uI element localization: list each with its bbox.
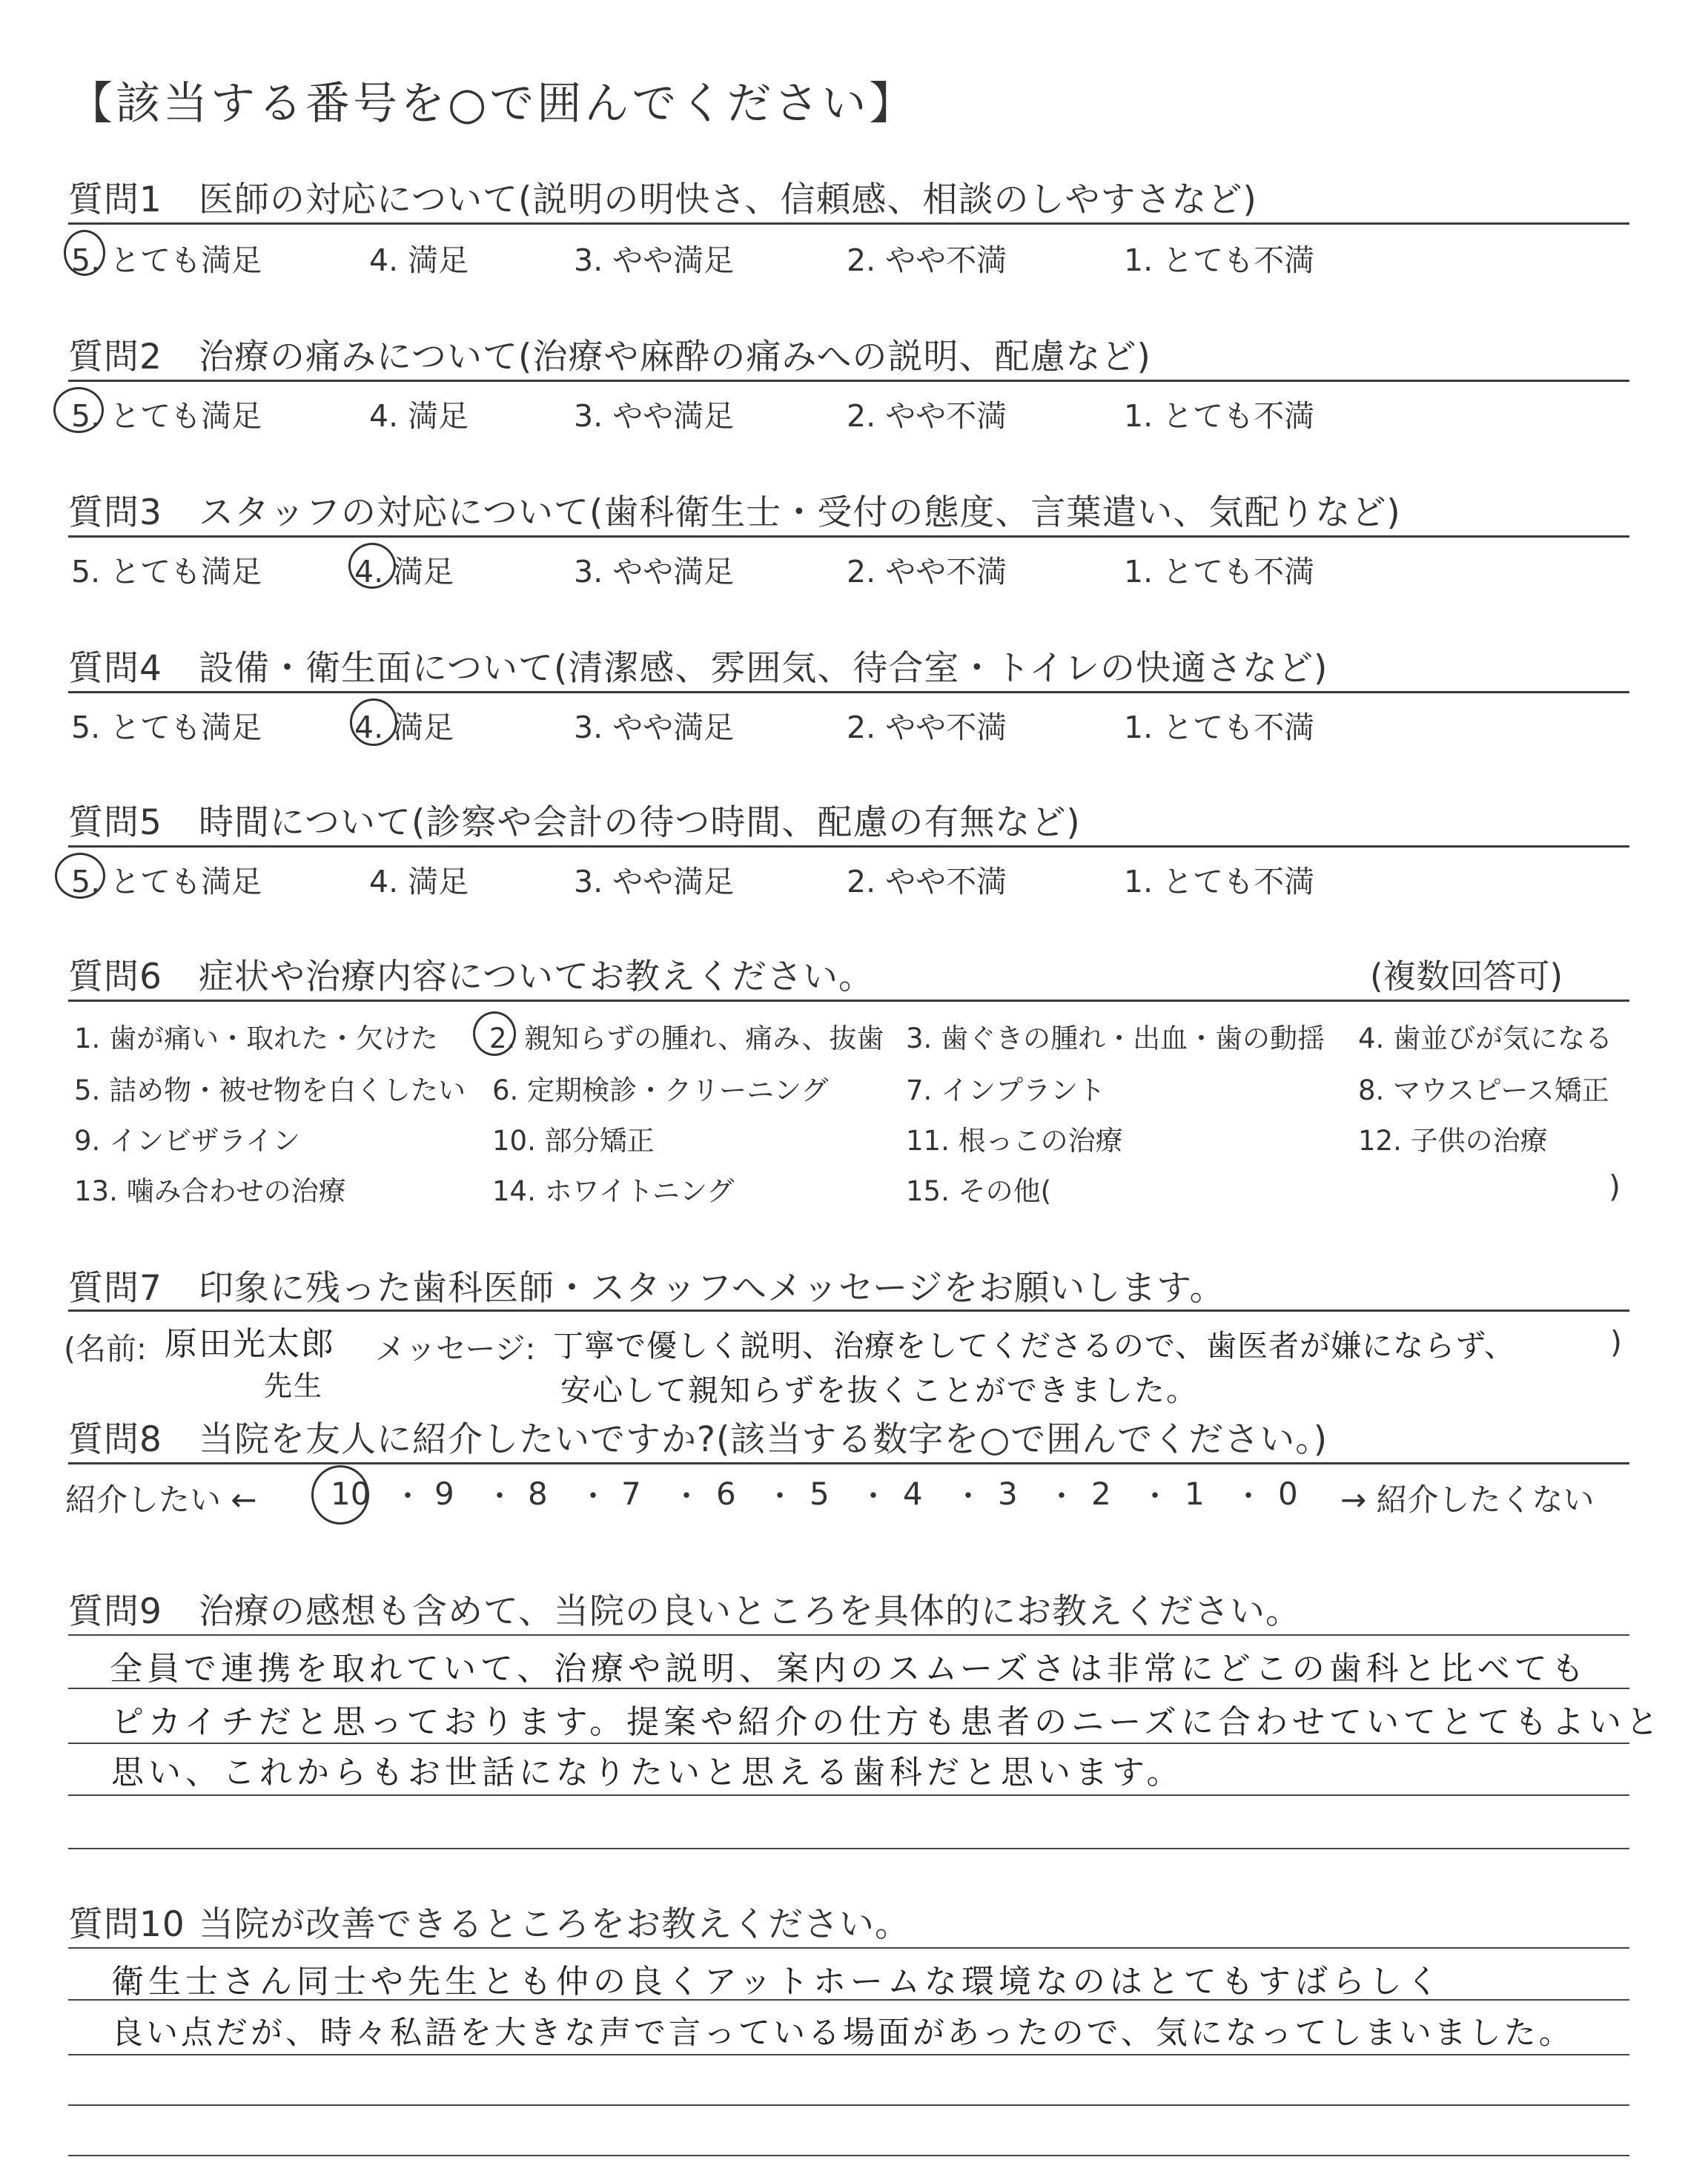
- q6-option-11[interactable]: 11. 根っこの治療: [906, 1125, 1123, 1157]
- q2-option-2[interactable]: 2. やや不満: [847, 398, 1007, 434]
- scale-separator: ・: [1140, 1479, 1170, 1513]
- question-text: 症状や治療内容についてお教えください。: [199, 957, 875, 997]
- scale-separator: ・: [1047, 1479, 1076, 1513]
- q4-option-4[interactable]: 4. 満足: [354, 710, 454, 745]
- scale-separator: ・: [953, 1479, 983, 1513]
- answer-line: [68, 2104, 1629, 2106]
- answer-line: [68, 1947, 1629, 1949]
- answer-line: [68, 1634, 1629, 1636]
- recommend-left-label: 紹介したい ←: [65, 1482, 257, 1518]
- scale-5[interactable]: 5: [810, 1476, 830, 1512]
- selection-circle: [473, 1011, 516, 1056]
- selection-circle: [55, 853, 105, 899]
- question-number: 質問6: [68, 957, 162, 997]
- answer-line: [68, 2054, 1629, 2055]
- question-text: 治療の感想も含めて、当院の良いところを具体的にお教えください。: [199, 1591, 1302, 1632]
- selection-circle: [53, 387, 104, 433]
- q1-option-3[interactable]: 3. やや満足: [574, 242, 735, 278]
- question-9: [68, 1584, 1301, 1634]
- question-text: スタッフの対応について(歯科衛生士・受付の態度、言葉遣い、気配りなど): [199, 492, 1401, 533]
- question-number: 質問3: [68, 492, 162, 533]
- q5-option-2[interactable]: 2. やや不満: [847, 864, 1007, 899]
- q5-option-4[interactable]: 4. 満足: [369, 864, 469, 899]
- scale-1[interactable]: 1: [1185, 1476, 1205, 1512]
- scale-separator: ・: [485, 1479, 514, 1513]
- handwritten-name-suffix: 先生: [264, 1370, 324, 1402]
- q4-option-3[interactable]: 3. やや満足: [574, 710, 735, 745]
- scale-4[interactable]: 4: [903, 1476, 923, 1512]
- question-3: [68, 485, 1401, 535]
- q6-option-1[interactable]: 1. 歯が痛い・取れた・欠けた: [74, 1023, 439, 1054]
- q2-option-5[interactable]: 5. とても満足: [71, 398, 262, 434]
- q6-option-9[interactable]: 9. インビザライン: [74, 1125, 300, 1157]
- selection-circle: [64, 230, 105, 276]
- question-text: 治療の痛みについて(治療や麻酔の痛みへの説明、配慮など): [199, 337, 1151, 377]
- question-number: 質問7: [68, 1268, 162, 1309]
- question-text: 設備・衛生面について(清潔感、雰囲気、待合室・トイレの快適さなど): [199, 648, 1328, 689]
- q5-option-1[interactable]: 1. とても不満: [1124, 864, 1315, 899]
- q6-option-14[interactable]: 14. ホワイトニング: [492, 1175, 735, 1207]
- handwritten-message-line-2[interactable]: 安心して親知らずを抜くことができました。: [560, 1373, 1198, 1408]
- answer-line: [68, 1743, 1629, 1744]
- selection-circle: [350, 698, 397, 746]
- message-close-paren: ): [1610, 1324, 1622, 1360]
- q4-option-5[interactable]: 5. とても満足: [71, 710, 262, 745]
- handwritten-answer-line-2[interactable]: 良い点だが、時々私語を大きな声で言っている場面があったので、気になってしまいました。: [111, 2015, 1574, 2052]
- question-divider: [68, 222, 1629, 225]
- q6-option-15[interactable]: 15. その他(: [906, 1175, 1052, 1207]
- answer-line: [68, 1999, 1629, 2001]
- q1-option-5[interactable]: 5. とても満足: [71, 242, 262, 278]
- scale-8[interactable]: 8: [528, 1476, 548, 1512]
- q6-option-3[interactable]: 3. 歯ぐきの腫れ・出血・歯の動揺: [906, 1023, 1325, 1054]
- selection-circle: [348, 543, 396, 589]
- question-divider: [68, 1309, 1629, 1312]
- scale-7[interactable]: 7: [621, 1476, 641, 1512]
- question-number: 質問8: [68, 1419, 162, 1460]
- question-text: 当院を友人に紹介したいですか?(該当する数字を○で囲んでください。): [199, 1419, 1328, 1460]
- q6-option-7[interactable]: 7. インプラント: [906, 1074, 1106, 1106]
- question-7: [68, 1261, 1225, 1310]
- question-number: 質問4: [68, 648, 162, 689]
- q6-option-13[interactable]: 13. 噛み合わせの治療: [74, 1175, 346, 1207]
- q3-option-4[interactable]: 4. 満足: [354, 554, 454, 589]
- question-number: 質問2: [68, 337, 162, 377]
- scale-9[interactable]: 9: [434, 1476, 454, 1512]
- question-number: 質問1: [68, 179, 162, 220]
- q6-option-5[interactable]: 5. 詰め物・被せ物を白くしたい: [74, 1074, 466, 1106]
- q6-option-4[interactable]: 4. 歯並びが気になる: [1358, 1023, 1613, 1054]
- message-label: メッセージ:: [375, 1331, 536, 1367]
- handwritten-answer-line-3[interactable]: 思い、これからもお世話になりたいと思える歯科だと思います。: [111, 1754, 1184, 1791]
- handwritten-answer-line-2[interactable]: ピカイチだと思っております。提案や紹介の仕方も患者のニーズに合わせていてとてもよいと: [111, 1703, 1663, 1741]
- handwritten-answer-line-1[interactable]: 全員で連携を取れていて、治療や説明、案内のスムーズさは非常にどこの歯科と比べても: [110, 1650, 1589, 1688]
- q1-option-4[interactable]: 4. 満足: [369, 242, 469, 278]
- scale-separator: ・: [393, 1479, 423, 1513]
- q6-option-6[interactable]: 6. 定期検診・クリーニング: [492, 1074, 829, 1106]
- q6-option-12[interactable]: 12. 子供の治療: [1358, 1125, 1548, 1157]
- q3-option-2[interactable]: 2. やや不満: [847, 554, 1007, 589]
- handwritten-message-line-1[interactable]: 丁寧で優しく説明、治療をしてくださるので、歯医者が嫌にならず、: [553, 1328, 1515, 1364]
- selection-circle: [311, 1465, 369, 1525]
- answer-line: [68, 2155, 1629, 2156]
- q2-option-3[interactable]: 3. やや満足: [574, 398, 735, 434]
- answer-line: [68, 1794, 1629, 1796]
- handwritten-name: 原田光太郎: [165, 1325, 335, 1363]
- q3-option-5[interactable]: 5. とても満足: [71, 554, 262, 589]
- name-label: (名前:: [64, 1331, 147, 1367]
- scale-separator: ・: [672, 1479, 701, 1513]
- question-text: 印象に残った歯科医師・スタッフへメッセージをお願いします。: [199, 1268, 1225, 1309]
- q6-option-2[interactable]: 2. 親知らずの腫れ、痛み、抜歯: [489, 1023, 884, 1054]
- q5-option-5[interactable]: 5. とても満足: [71, 864, 262, 899]
- question-text: 医師の対応について(説明の明快さ、信頼感、相談のしやすさなど): [199, 179, 1257, 220]
- question-10: [68, 1897, 910, 1946]
- q1-option-2[interactable]: 2. やや不満: [847, 242, 1007, 278]
- q6-option-8[interactable]: 8. マウスピース矯正: [1358, 1074, 1609, 1106]
- q5-option-3[interactable]: 3. やや満足: [574, 864, 735, 899]
- q2-option-1[interactable]: 1. とても不満: [1124, 398, 1315, 434]
- question-4: [68, 641, 1328, 690]
- question-number: 質問10: [68, 1904, 185, 1945]
- scale-0[interactable]: 0: [1278, 1476, 1298, 1512]
- scale-separator: ・: [578, 1479, 608, 1513]
- q6-option-10[interactable]: 10. 部分矯正: [492, 1125, 655, 1157]
- scale-2[interactable]: 2: [1091, 1476, 1111, 1512]
- question-number: 質問5: [68, 802, 162, 843]
- question-divider: [68, 535, 1629, 538]
- question-divider: [68, 380, 1629, 382]
- question-6: [68, 949, 874, 999]
- q2-option-4[interactable]: 4. 満足: [369, 398, 469, 434]
- handwritten-answer-line-1[interactable]: 衛生士さん同士や先生とも仲の良くアットホームな環境なのはとてもすばらしく: [111, 1963, 1443, 2001]
- question-text: 当院が改善できるところをお教えください。: [199, 1904, 910, 1945]
- other-close-paren: ): [1609, 1169, 1621, 1204]
- q1-option-1[interactable]: 1. とても不満: [1124, 242, 1315, 278]
- scale-separator: ・: [765, 1479, 795, 1513]
- answer-line: [68, 1688, 1629, 1689]
- scale-3[interactable]: 3: [998, 1476, 1018, 1512]
- question-divider: [68, 1462, 1629, 1464]
- question-number: 質問9: [68, 1591, 162, 1632]
- multiple-answers-note: (複数回答可): [1370, 957, 1563, 996]
- question-divider: [68, 845, 1629, 848]
- scale-separator: ・: [1234, 1479, 1263, 1513]
- question-divider: [68, 1000, 1629, 1002]
- q3-option-1[interactable]: 1. とても不満: [1124, 554, 1315, 589]
- question-8: [68, 1412, 1328, 1462]
- scale-6[interactable]: 6: [716, 1476, 736, 1512]
- question-2: [68, 329, 1151, 379]
- scale-separator: ・: [858, 1479, 888, 1513]
- q4-option-1[interactable]: 1. とても不満: [1124, 710, 1315, 745]
- q3-option-3[interactable]: 3. やや満足: [574, 554, 735, 589]
- form-heading: 【該当する番号を○で囲んでください】: [68, 78, 917, 130]
- answer-line: [68, 1848, 1629, 1849]
- q4-option-2[interactable]: 2. やや不満: [847, 710, 1007, 745]
- question-text: 時間について(診察や会計の待つ時間、配慮の有無など): [199, 802, 1081, 843]
- recommend-right-label: → 紹介したくない: [1340, 1482, 1595, 1518]
- question-5: [68, 795, 1081, 845]
- question-divider: [68, 691, 1629, 693]
- question-1: [68, 172, 1257, 222]
- scale-10[interactable]: 10: [331, 1476, 371, 1512]
